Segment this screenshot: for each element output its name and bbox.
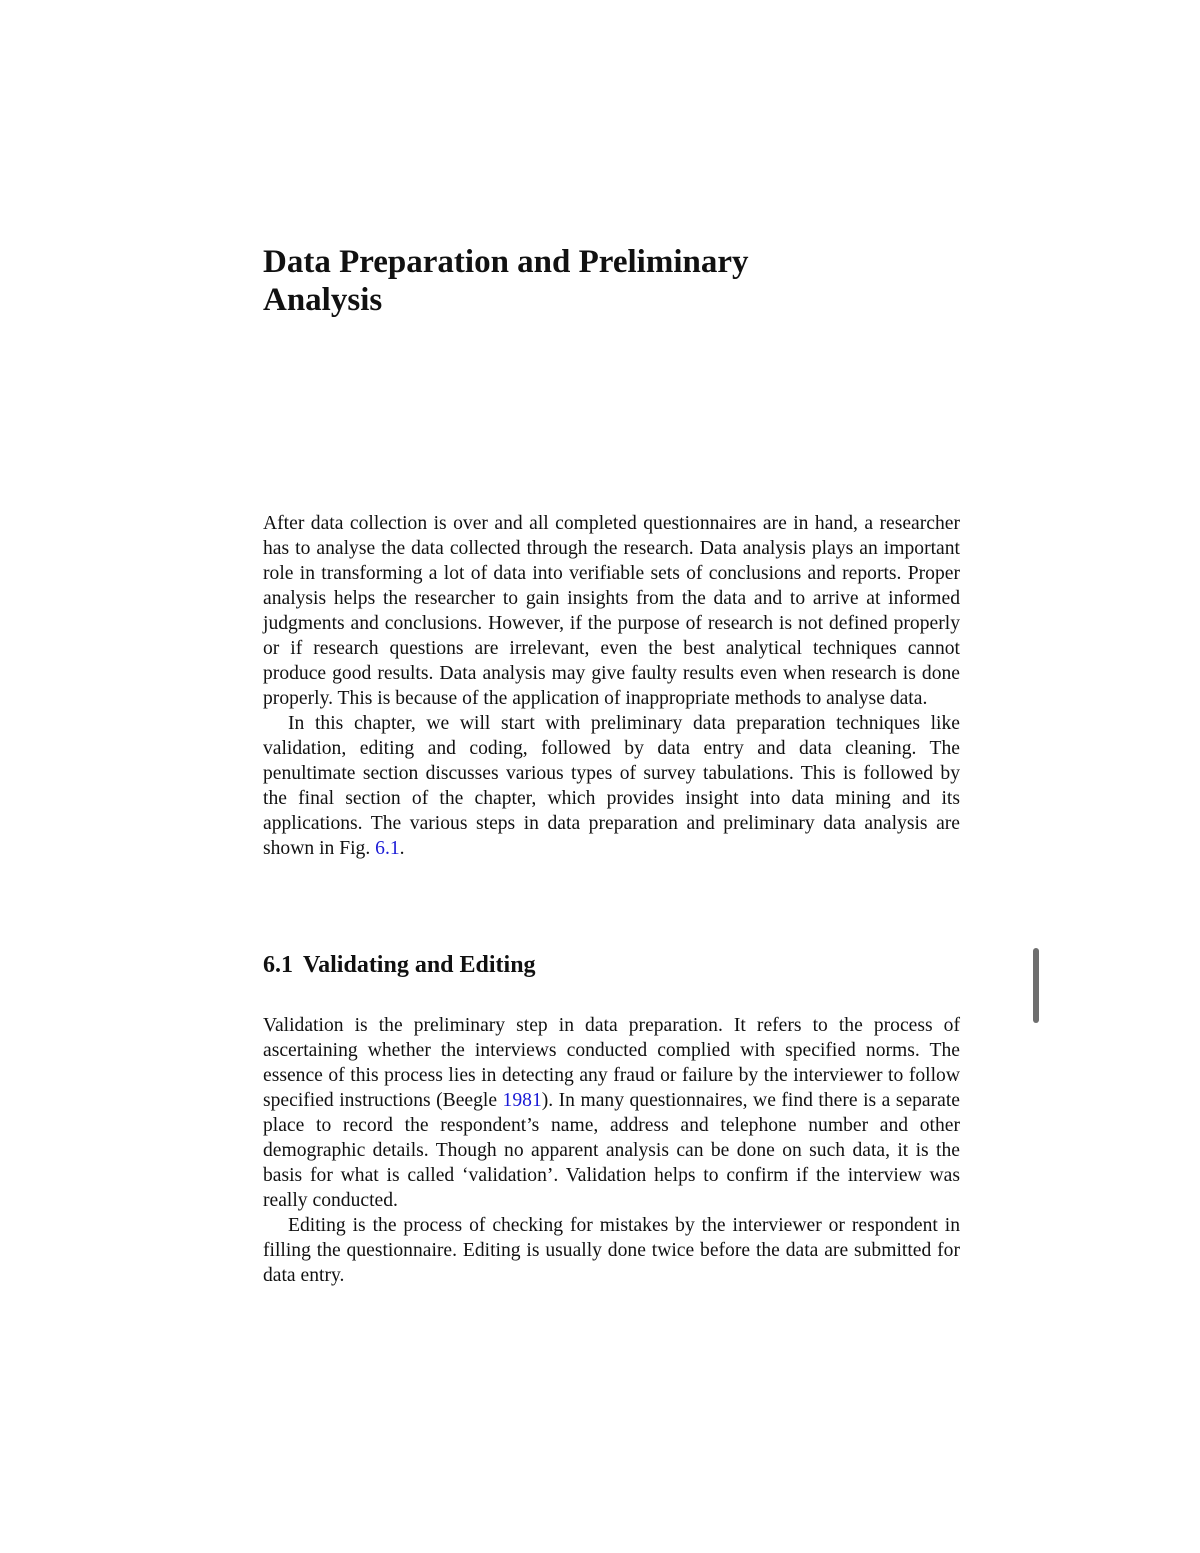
intro-paragraph-2-end: . xyxy=(399,838,405,859)
margin-marker-bar xyxy=(1033,948,1039,1023)
intro-paragraph-2 xyxy=(263,711,960,861)
chapter-title-line-1: Data Preparation and Preliminary xyxy=(263,244,749,280)
intro-text xyxy=(263,511,960,861)
intro-paragraph-1: After data collection is over and all completed questionnaires are in hand, a researcher has to analyse the data collected through the research. Data analysis plays an important role in transforming a lot of data into verifiable sets of conclusions and reports. Proper analysis helps the researcher to gain insights from the data and to arrive at informed judgments and conclusions. However, if the purpose of research is not defined properly or if research questions are irrelevant, even the best analytical techniques cannot produce good results. Data analysis may give faulty results even when research is done properly. This is because of the application of inappropriate methods to analyse data. xyxy=(263,513,960,709)
figure-reference-link[interactable]: 6.1 xyxy=(375,838,400,859)
section-paragraph-1 xyxy=(263,1013,960,1213)
citation-link[interactable]: 1981 xyxy=(502,1090,542,1111)
section-paragraph-1-text: Validation is the preliminary step in data preparation. It refers to the process of ascertaining whether the interviews conducted complied with specified norms. The essence of this process lies in detecting any fraud or failure by the interviewer to follow specified instructions (Beegle xyxy=(263,1015,960,1111)
section-paragraph-1-rest: ). In many questionnaires, we find there is a separate place to record the respondent’s name, address and telephone number and other demographic details. Though no apparent analysis can be done on such data, it is the basis for what is called ‘validation’. Validation helps to confirm if the interview was really conducted. xyxy=(263,1090,960,1211)
section-title: Validating and Editing xyxy=(303,952,536,978)
section-heading xyxy=(263,950,536,980)
section-paragraph-2: Editing is the process of checking for mistakes by the interviewer or respondent in filling the questionnaire. Editing is usually done twice before the data are submitted for data entry. xyxy=(263,1215,960,1286)
section-body xyxy=(263,1013,960,1288)
chapter-title xyxy=(263,243,883,319)
intro-paragraph-2-text: In this chapter, we will start with preliminary data preparation techniques like validation, editing and coding, followed by data entry and data cleaning. The penultimate section discusses various types of survey tabulations. This is followed by the final section of the chapter, which provides insight into data mining and its applications. The various steps in data preparation and preliminary data analysis are shown in Fig. xyxy=(263,713,960,859)
chapter-title-line-2: Analysis xyxy=(263,282,383,318)
section-number: 6.1 xyxy=(263,952,293,978)
